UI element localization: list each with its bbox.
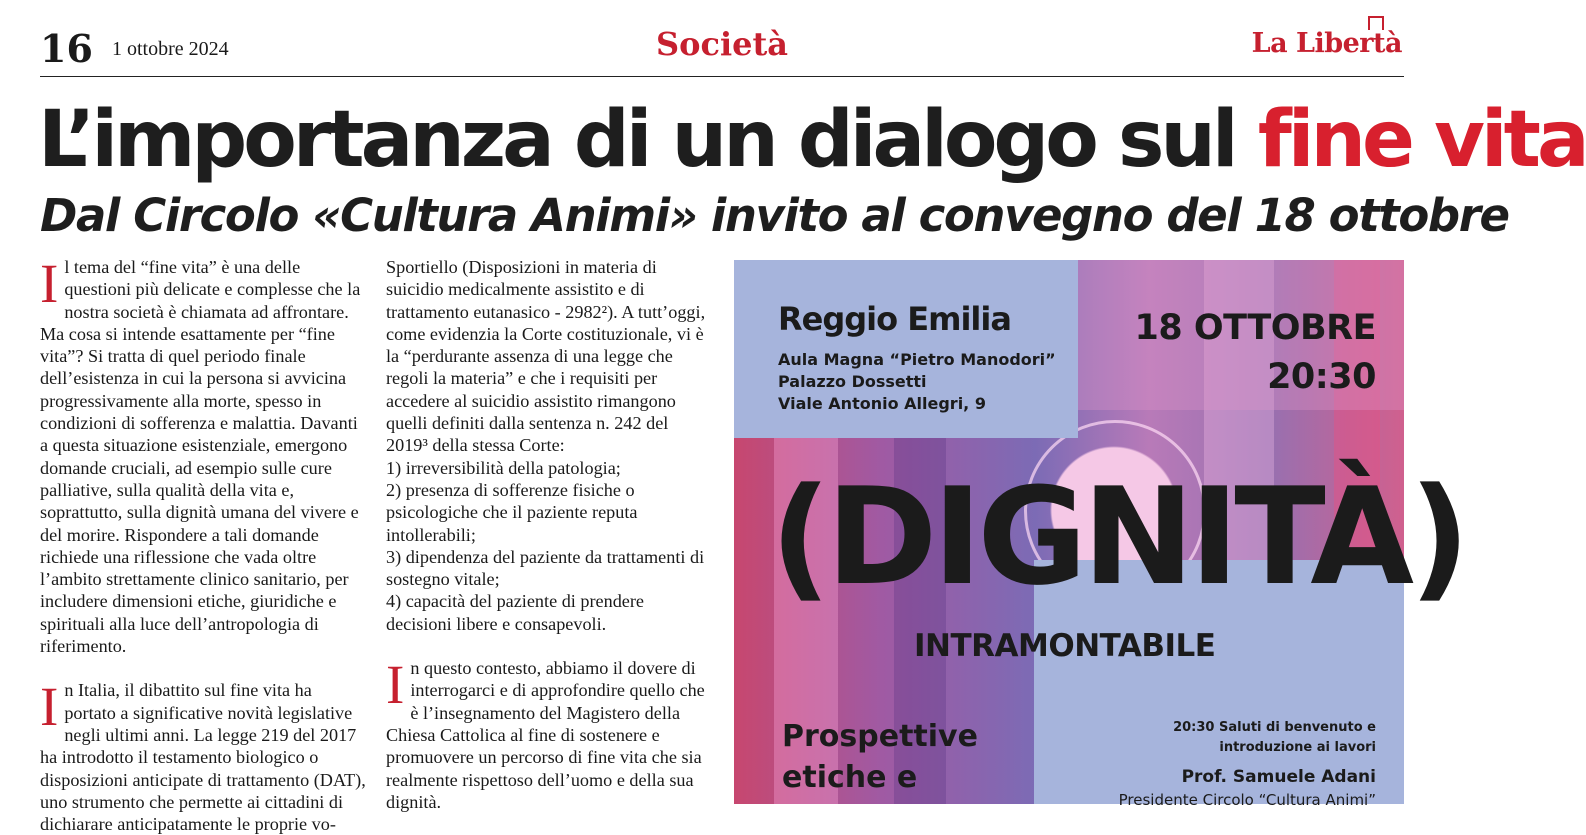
poster-time: 20:30 xyxy=(1267,357,1376,397)
drop-cap: I xyxy=(40,676,59,738)
poster-datetime xyxy=(1135,304,1377,402)
poster-program xyxy=(1173,718,1376,758)
poster-speaker-role: Presidente Circolo “Cultura Animi” xyxy=(1118,791,1376,809)
list-item: 1) irreversibilità della patologia; xyxy=(386,457,621,478)
masthead-text: La Libertà xyxy=(1251,28,1402,59)
program-line: introduzione ai lavori xyxy=(1219,740,1376,755)
article-column-1 xyxy=(40,253,366,835)
paragraph-text: n Italia, il dibattito sul fine vita ha portato a significative novità legislative negli ultimi anni. La legge 219 del 2017 ha introdotto il testamento biologico o disposizioni anticipate di trattamento (DAT), uno strumento che permette ai cittadini di dichiarare anticipatamente le proprie vo- xyxy=(40,680,366,835)
headline-highlight: fine vita xyxy=(1257,95,1586,185)
paragraph xyxy=(386,654,712,813)
paragraph-text: l tema del “fine vita” è una delle questioni più delicate e complesse che la nostra società è chiamata ad affrontare. Ma cosa si intende esattamente per “fine vita”? Si tratta di quel periodo finale dell’esistenza in cui la persona si avvicina progressivamente alla morte, spesso in condizioni di sofferenza e malattia. Davanti a questa situazione esistenziale, emergono domande cruciali, ad esempio sulle cure palliative, sulla qualità della vita e, soprattutto, sulla dignità umana del vivere e del morire. Rispondere a tali domande richiede una riflessione che vada oltre l’ambito strettamente clinico sanitario, per includere dimensioni etiche, giuridiche e spirituali alla luce dell’antropologia di riferimento. xyxy=(40,257,361,657)
poster-tagline: INTRAMONTABILE xyxy=(914,628,1216,664)
poster-title: (DIGNITÀ) xyxy=(770,459,1466,615)
list-item: 4) capacità del paziente di prendere decisioni libere e consapevoli. xyxy=(386,591,645,634)
paragraph xyxy=(40,253,366,657)
venue-line: Viale Antonio Allegri, 9 xyxy=(778,394,986,413)
poster-speaker: Prof. Samuele Adani xyxy=(1181,767,1376,787)
poster-city: Reggio Emilia xyxy=(778,300,1011,338)
venue-line: Aula Magna “Pietro Manodori” xyxy=(778,350,1056,369)
list-item: 2) presenza di sofferenze fisiche o psicologiche che il paziente reputa intollerabili; xyxy=(386,479,638,545)
tower-icon xyxy=(1368,16,1384,30)
paragraph xyxy=(40,676,366,835)
drop-cap: I xyxy=(386,654,405,716)
venue-line: Palazzo Dossetti xyxy=(778,372,927,391)
page-number: 16 xyxy=(40,26,93,71)
section-title: Società xyxy=(656,25,788,63)
paragraph: Sportiello (Disposizioni in materia di suicidio medicalmente assistito e di trattamento eutanasico - 2982²). A tutt’oggi, come evidenzia la Corte costituzionale, vi è la “perdurante assenza di una legge che regoli la materia” e che i requisiti per accedere al suicidio assistito rimangono quelli definiti dalla sentenza n. 242 del 2019³ della stessa Corte: xyxy=(386,257,706,456)
program-line: 20:30 Saluti di benvenuto e xyxy=(1173,720,1376,735)
article-headline xyxy=(38,92,1586,188)
issue-date: 1 ottobre 2024 xyxy=(112,38,229,60)
paragraph-text: n questo contesto, abbiamo il dovere di interrogarci e di approfondire quello che è l’insegnamento del Magistero della Chiesa Cattolica al fine di sostenere e promuovere un percorso di fine vita che sia realmente rispettoso dell’uomo e della sua dignità. xyxy=(386,658,705,812)
poster-date: 18 OTTOBRE xyxy=(1134,308,1376,348)
list-item: 3) dipendenza del paziente da trattamenti di sostegno vitale; xyxy=(386,546,705,590)
article-column-2 xyxy=(386,256,712,813)
masthead-logo xyxy=(1252,28,1402,59)
drop-cap: I xyxy=(40,253,59,314)
poster-subtitle xyxy=(782,716,978,798)
article-subtitle: Dal Circolo «Cultura Animi» invito al convegno del 18 ottobre xyxy=(40,189,1509,242)
event-poster xyxy=(734,260,1466,809)
headline-main: L’importanza di un dialogo sul xyxy=(38,95,1258,185)
page-header xyxy=(40,26,1404,77)
poster-venue xyxy=(778,349,1056,415)
subtitle-line: etiche e xyxy=(782,760,918,795)
subtitle-line: Prospettive xyxy=(782,719,978,754)
